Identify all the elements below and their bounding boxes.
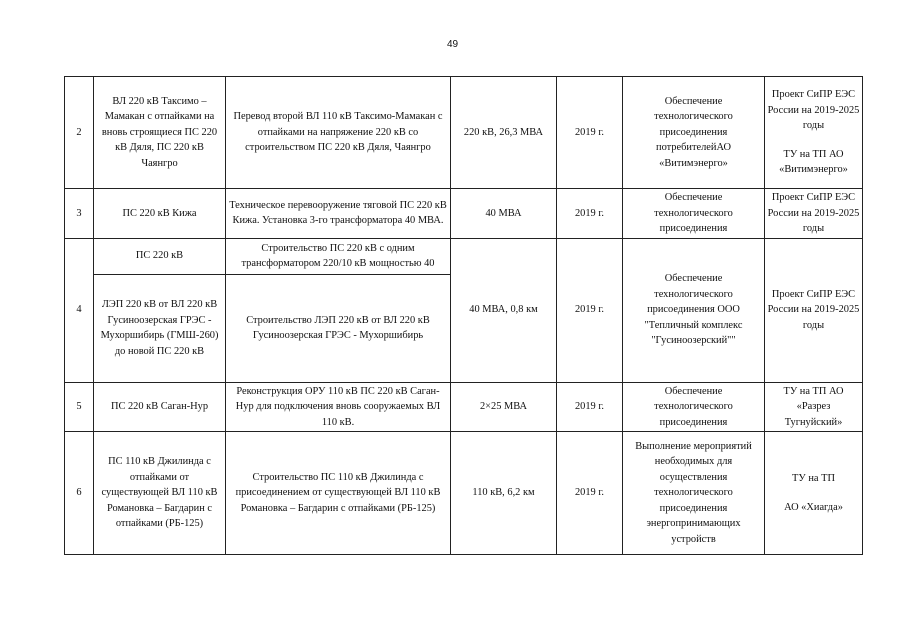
work-description: Техническое перевооружение тяговой ПС 220 кВ Кижа. Установка 3-го трансформатора 40 МВА. (226, 189, 451, 239)
basis-line: АО «Хиагда» (784, 501, 843, 513)
row-number: 5 (65, 382, 94, 432)
basis: Проект СиПР ЕЭС России на 2019-2025 годы (765, 238, 863, 382)
work-description: Строительство ЛЭП 220 кВ от ВЛ 220 кВ Гусиноозерская ГРЭС - Мухоршибирь (226, 274, 451, 382)
capacity: 40 МВА, 0,8 км (451, 238, 557, 382)
year: 2019 г. (557, 382, 623, 432)
year: 2019 г. (557, 77, 623, 189)
object-name: ЛЭП 220 кВ от ВЛ 220 кВ Гусиноозерская ГРЭС - Мухоршибирь (ГМШ-260) до новой ПС 220 кВ (94, 274, 226, 382)
capacity: 2×25 МВА (451, 382, 557, 432)
basis (765, 77, 863, 189)
purpose: Обеспечение технологического присоединения потребителейАО «Витимэнерго» (623, 77, 765, 189)
page-number: 49 (446, 39, 459, 50)
year: 2019 г. (557, 238, 623, 382)
basis-line: ТУ на ТП АО «Витимэнерго» (779, 148, 848, 176)
capacity: 40 МВА (451, 189, 557, 239)
year: 2019 г. (557, 432, 623, 555)
projects-table (64, 76, 863, 555)
basis: Проект СиПР ЕЭС России на 2019-2025 годы (765, 189, 863, 239)
object-name: ВЛ 220 кВ Таксимо – Мамакан с отпайками на вновь строящиеся ПС 220 кВ Дяля, ПС 220 кВ Чаянгро (94, 77, 226, 189)
table-row (65, 432, 863, 555)
row-number: 2 (65, 77, 94, 189)
work-description: Строительство ПС 110 кВ Джилинда с присоединением от существующей ВЛ 110 кВ Романовка – Багдарин с отпайками (РБ-125) (226, 432, 451, 555)
object-name: ПС 220 кВ Саган-Нур (94, 382, 226, 432)
work-description: Реконструкция ОРУ 110 кВ ПС 220 кВ Саган-Нур для подключения вновь сооружаемых ВЛ 110 кВ. (226, 382, 451, 432)
basis-line: ТУ на ТП (792, 473, 835, 484)
object-name: ПС 220 кВ (94, 238, 226, 274)
year: 2019 г. (557, 189, 623, 239)
table-row (65, 77, 863, 189)
basis: ТУ на ТП АО «Разрез Тугнуйский» (765, 382, 863, 432)
row-number: 3 (65, 189, 94, 239)
object-name: ПС 110 кВ Джилинда с отпайками от существующей ВЛ 110 кВ Романовка – Багдарин с отпайками (РБ-125) (94, 432, 226, 555)
purpose: Обеспечение технологического присоединения ООО "Тепличный комплекс "Гусиноозерский"" (623, 238, 765, 382)
basis (765, 432, 863, 555)
purpose: Обеспечение технологического присоединения (623, 382, 765, 432)
work-description: Перевод второй ВЛ 110 кВ Таксимо-Мамакан с отпайками на напряжение 220 кВ со строительством ПС 220 кВ Дяля, Чаянгро (226, 77, 451, 189)
capacity: 220 кВ, 26,3 МВА (451, 77, 557, 189)
purpose: Обеспечение технологического присоединения (623, 189, 765, 239)
table-row (65, 189, 863, 239)
table-row (65, 238, 863, 274)
basis-line: Проект СиПР ЕЭС России на 2019-2025 годы (767, 89, 860, 132)
row-number: 6 (65, 432, 94, 555)
capacity: 110 кВ, 6,2 км (451, 432, 557, 555)
work-description: Строительство ПС 220 кВ с одним трансформатором 220/10 кВ мощностью 40 (226, 238, 451, 274)
purpose: Выполнение мероприятий необходимых для осуществления технологического присоединения энергопринимающих устройств (623, 432, 765, 555)
table-row (65, 382, 863, 432)
row-number: 4 (65, 238, 94, 382)
object-name: ПС 220 кВ Кижа (94, 189, 226, 239)
